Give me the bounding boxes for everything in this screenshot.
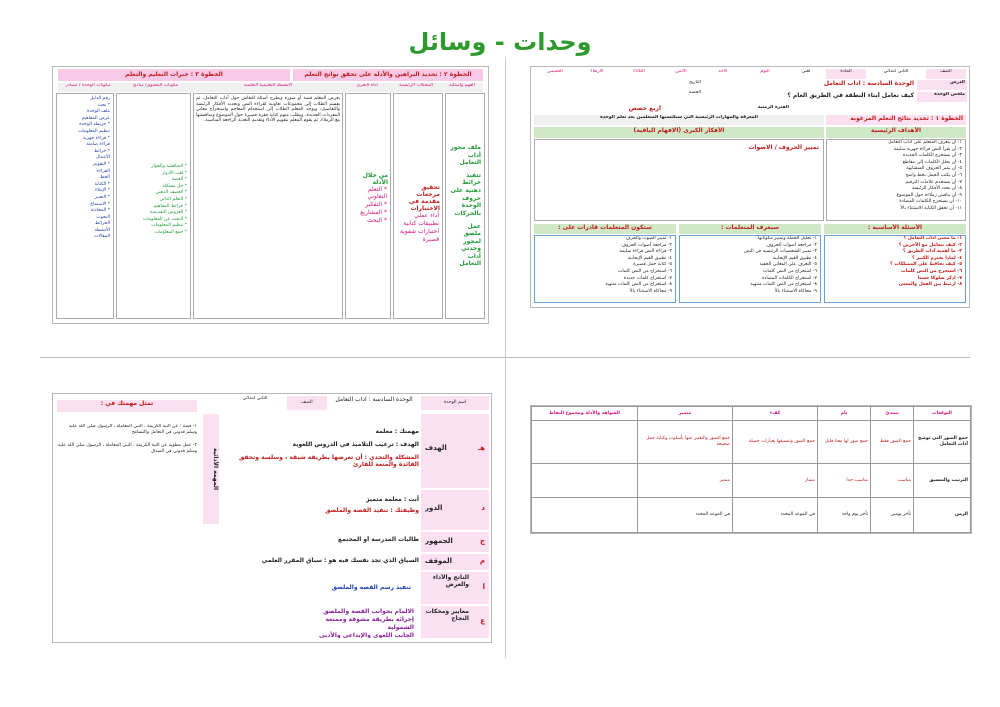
goal-item: ١٠- أن يستخرج الكلمات المضادة (899, 199, 962, 205)
know-item: ٣- تمييز الشخصيات الرئيسية في النص (743, 249, 817, 255)
grade-value: الثاني ابتدائي (242, 396, 268, 401)
unit-name-value: الوحدة السادسة : آداب التعامل (335, 396, 413, 403)
row-text: تنفيذ رسم القصة والملصق (331, 584, 411, 591)
rubric-header: مبتدئ (871, 407, 914, 421)
left-column (56, 93, 114, 319)
evidence-heading: تحقيق مرجعات مقدمة في الاختبارات (409, 184, 440, 212)
left-item: * التقويم (93, 161, 110, 167)
head-cell: الخميس (547, 69, 563, 74)
rubric-header: نام (818, 407, 871, 421)
story-box (57, 424, 197, 504)
left-item: * بحث (97, 102, 110, 108)
do-item: ٤- تطبيق القيم الإيجابية (627, 255, 672, 261)
rubric-table (531, 406, 971, 533)
period-label: الفترة الزمنية (757, 105, 789, 110)
rubric-cell: جمع صور لها معنا قليل (818, 421, 871, 464)
tools-column (345, 93, 391, 319)
key-question: ٤- لماذا نحترم الكبير ؟ (912, 255, 962, 261)
story-item: ١- قصة : عن النية الكريمة ، النبي المعاملة ، الرسول صلى الله عليه وسلم قدوتي في التعامل والتسامح (68, 424, 197, 435)
page-title: وحدات - وسائل (408, 28, 592, 56)
summary-label: ملخص الوحدة (917, 92, 967, 102)
criteria-item: الجانب اللغوي والإبداعي والأدبي (318, 632, 414, 638)
content-item: * لعب الأدوار (162, 170, 187, 176)
left-item: الخرائط (94, 221, 110, 227)
goal-item: ٥- أن يميز الحروف المتشابهة (906, 166, 962, 172)
criteria-item: إجرائه بطريقة مشوقة وممتعة (325, 616, 414, 623)
content-item: * خرائط المفاهيم (153, 203, 187, 209)
rubric-row (532, 421, 971, 464)
do-item: ٧- استخراج كلمات جديدة (623, 275, 672, 281)
left-item: * الإملاء (94, 188, 110, 194)
goal-item: ٦- أن يكتب الجمل بخط واضح (905, 172, 962, 178)
know-item: ٧- استخراج الكلمات المضادة (761, 275, 817, 281)
date-label: التاريخ (689, 80, 701, 85)
rubric-cell (532, 421, 638, 464)
misconceptions-box (534, 139, 824, 221)
step1-label: الخطوة ١ : تحديد نتائج التعلم المرغوبة (826, 115, 966, 125)
goal-item: ٢- أن يقرأ النص قراءة جهرية سليمة (893, 146, 962, 152)
rubric-cell: متميز (638, 463, 733, 498)
row-label: الموقف (425, 557, 453, 565)
row-label: الدور (425, 504, 443, 512)
main-goals-heading: الأهداف الرئيسية (826, 127, 966, 138)
rubric-cell: في الموعد المحدد (638, 498, 733, 533)
criteria-list (219, 608, 417, 638)
content-item: * جمع المعلومات (154, 229, 187, 235)
key-question: ٢- كيف نتعامل مع الآخرين ؟ (898, 242, 962, 248)
left-item: رقم الدليل (89, 96, 110, 101)
left-item: قراءة صامتة (86, 142, 110, 148)
row-label: الجمهور (425, 537, 453, 545)
content-item: * القصة (171, 177, 187, 183)
col-header: الأنشطة التعليمية التعلمية (243, 83, 293, 88)
col-header: المحكات الرئيسية (399, 83, 433, 88)
role-row-content (219, 490, 419, 530)
summary-value: كيف تعامل أبناء النطقة في الطريق العام ؟ (787, 92, 914, 99)
misconceptions-text: تمييز الحروف / الاصوات (748, 144, 819, 151)
left-item: الأعمال (95, 155, 110, 161)
audience-row-label (421, 532, 489, 552)
component-item: أداب التعامل (459, 152, 481, 166)
component-item: ذهنية على (450, 187, 481, 194)
key-question: ١- ما معنى آداب التعامل ؟ (903, 236, 962, 241)
left-item: * المحادثة (90, 208, 110, 214)
left-item: الخط (99, 175, 110, 181)
do-title: ستكون المتعلمات قادرات على : (534, 224, 676, 234)
goal-row-label (421, 414, 489, 488)
tool-item: * البحث (367, 217, 387, 224)
head-cell: الاثنين (675, 69, 687, 74)
know-item: ٢- مراجعة أصوات الحروف (766, 242, 817, 248)
head-cell: الصف (926, 69, 966, 79)
learning-experiences-panel (52, 66, 489, 324)
rubric-cell: تأخر يوم واحد (818, 498, 871, 533)
content-column (116, 93, 191, 319)
task-rows (219, 414, 489, 638)
rubric-cell: جمع الصور وتنسيقها بعبارات جميلة (733, 421, 818, 464)
left-item: * التعبير (94, 194, 110, 200)
key-question: ٦- استخرج من النص كلمات (901, 268, 962, 274)
product-row-label (421, 572, 489, 604)
key-question: ٧- اذكر سلوكا حسنا (917, 275, 962, 281)
content-item: * تنظيم المعلومات (151, 223, 187, 229)
key-questions-box (824, 235, 966, 303)
row-label: الناتج والأداء والغرض (432, 574, 469, 588)
row-letter: ج (479, 537, 485, 545)
component-item: تنفيذ خرائط (462, 172, 481, 186)
head-cell: الأربعاء (590, 69, 604, 74)
evidence-item: اختبارات شفوية (400, 228, 439, 235)
left-item: البحوث (96, 214, 110, 220)
rubric-cell (532, 463, 638, 498)
tool-item: * التفكير (365, 201, 387, 208)
rubric-cell: جمع الصور والتعبير عنها بأسلوب وكتابة جمل صحيحة (638, 421, 733, 464)
row-label: الهدف (425, 444, 447, 452)
rubric-row (532, 498, 971, 533)
rubric-cell: جمع الصور فقط (871, 421, 914, 464)
rubric-cell: مناسب (871, 463, 914, 498)
left-item: تنظيم المعلومات (78, 128, 110, 134)
head-cell: الثلاثاء (633, 69, 645, 74)
unit-name-label: اسم الوحدة (421, 396, 489, 410)
key-question: ٣- ما أهمية آداب الطريق ؟ (902, 249, 962, 255)
step3-title: الخطوة ٣ : خبرات التعليم والتعلم (125, 71, 223, 78)
row-label: معايير ومحكات النجاح (425, 608, 469, 622)
rubric-cell: ممتاز (733, 463, 818, 498)
know-item: ٩- محاكاة الاستثناء بالأ (774, 288, 817, 294)
row-text-2: الهدف : ترغيب التلاميذ في الدروس اللغوية (292, 441, 419, 448)
rubric-cell: في الموعد المحدد (733, 498, 818, 533)
goal-item: ٧- أن يستخدم علامات الترقيم (905, 179, 962, 185)
left-item: * خريطة الوحدة (79, 122, 110, 128)
left-item: المقالات (94, 234, 110, 240)
content-item: * المناقشة والحوار (151, 164, 187, 169)
component-item: آداب التعامل (459, 253, 481, 267)
goal-item: ١- أن يتعرف المتعلم على آداب التعامل (888, 140, 962, 145)
row-letter: ع (480, 617, 485, 625)
do-item: ٢- مراجعة أصوات الحروف (621, 242, 672, 248)
do-item: ٥- كتابة جمل قصيرة (633, 262, 672, 268)
rubric-row-label: الزمن (914, 498, 971, 533)
row-letter: م (479, 557, 485, 565)
content-item: * العروض التقديمية (150, 210, 187, 216)
rubric-cell (532, 498, 638, 533)
left-item: * قراءة جهرية (82, 135, 110, 141)
head-cell: الثاني ابتدائي (883, 69, 909, 74)
know-item: ٥- التعرف على المعاني الخفية (759, 262, 817, 268)
story-item: ٢- عمل مطوية عن النية الكريمة ، النبي المعاملة ، الرسول صلى الله عليه وسلم قدوتي في الصدق (57, 443, 197, 454)
row-letter: د (481, 504, 485, 512)
left-item: القراءة (96, 168, 110, 174)
row-text-3: المشكلة والتحدي : أن تعرضها بطريقة شيقة ، وسلسة وتحقق الفائدة والمتعة للقارئ (238, 454, 419, 468)
unit-components-column (445, 93, 485, 319)
tool-item: * المشاريع (360, 209, 387, 216)
know-title: سيعرف المتعلمات : (679, 224, 821, 234)
role-row-label (421, 490, 489, 530)
goal-row-content (219, 414, 419, 488)
rubric-cell: تأخر يومين (871, 498, 914, 533)
key-question: ٨- ارتبط بين الفعل والمعنى (898, 282, 962, 288)
row-text: طالبات المدرسة أو المجتمع (338, 536, 419, 543)
knowledge-label: المعرفة والمهارات الرئيسية التي سيكتسبها المتعلمين بعد تعلم الوحدة (534, 115, 824, 125)
rubric-header-row (532, 407, 971, 421)
rubric-cell: مناسب جدا (818, 463, 871, 498)
evidence-item: أداء عملي (414, 212, 439, 219)
step2-header (293, 69, 483, 81)
content-item: * البحث عن المعلومات (142, 216, 187, 222)
header-row (534, 69, 966, 79)
rubric-header: كفء (733, 407, 818, 421)
criteria-item: الالمام بجوانب القصة والملصق (323, 608, 414, 615)
unit-plan-panel (530, 66, 970, 308)
rubric-header: متميز (638, 407, 733, 421)
head-cell: الأحد (718, 69, 728, 74)
goals-box (826, 139, 966, 221)
step2-title: الخطوة ٢ : تحديد البراهين والأدلة على تحقق نواتج التعلم (304, 71, 472, 78)
content-item: * حل مشكلة (162, 183, 187, 189)
col-header: الفهم وأسئلته (449, 83, 475, 88)
situation-row-label (421, 554, 489, 570)
perform-title: تمثل مهمتك في : (57, 400, 197, 412)
know-item: ٦- استخراج من النص كلمات (763, 268, 817, 274)
col-header: أداة التحري (356, 83, 378, 88)
row-text: مهمتك : معلمة (375, 428, 419, 435)
period-value: أربع حصص (628, 105, 661, 112)
know-item: ٤- تطبيق القيم الإيجابية (772, 255, 817, 261)
component-item: لمحور وحدتي (461, 238, 481, 252)
col-header: مكونات الوحدة / مصادر (65, 83, 111, 88)
left-item: عرض المفاهيم (81, 115, 110, 121)
do-item: ١- تمييز الصوت والحرف (625, 236, 672, 241)
row-text-2: وظيفتك : تنفيذ القصة والملصق (325, 507, 419, 514)
left-item: ملف الوحدة (87, 109, 110, 115)
do-item: ٩- محاكاة الاستثناء بالأ (629, 288, 672, 294)
know-item: ١- تحليل الجملة وتمييز مكوناتها (757, 236, 817, 241)
rubric-row (532, 463, 971, 498)
goal-item: ٣- أن يستخرج الكلمات الجديدة (902, 153, 962, 159)
evidence-column (393, 93, 443, 319)
unit-name: الوحدة السادسة : آداب التعامل (823, 80, 914, 87)
left-item: الأنشطة (94, 227, 110, 233)
key-questions-title: الأسئلة الأساسية : (824, 224, 966, 234)
criteria-item: الشمولية (387, 624, 414, 631)
rubric-row-label: الترتيب والتنسيق (914, 463, 971, 498)
row-letter: هـ (477, 444, 485, 452)
head-cell: لغتي (801, 69, 811, 74)
criteria-row-label (421, 606, 489, 638)
rubric-header: التوقعات (914, 407, 971, 421)
left-item: * الاستماع (90, 201, 110, 207)
goal-item: ٨- أن يحدد الأفكار الرئيسة (911, 186, 962, 192)
row-text: أنت : معلمة متميز (366, 496, 419, 503)
course-label: الدرس (917, 80, 967, 90)
rubric-row-label: جمع الصور التي توضح آداب التعامل (914, 421, 971, 464)
know-box (679, 235, 821, 303)
head-cell: اليوم (760, 69, 770, 74)
component-item: بالحركات (454, 210, 481, 217)
component-item: ملف محور (450, 144, 481, 151)
performance-task-panel (52, 393, 492, 643)
tool-item: * التعلم التعاوني (367, 186, 387, 200)
side-label: المهمة الأدائية (203, 414, 219, 524)
row-letter: أ (482, 583, 485, 591)
column-headers (58, 83, 483, 92)
row-text: السياق الذي تجد نفسك فيه هو : سياق المقرر العلمي (261, 557, 419, 564)
left-item: * الكتابة (94, 181, 110, 187)
left-item: * خرائط (93, 148, 110, 154)
rubric-header: الشواهد والأدلة ومجموع النقاط (532, 407, 638, 421)
content-item: * العصف الذهني (155, 190, 187, 196)
do-item: ٣- قراءة النص قراءة سليمة (619, 249, 672, 255)
step3-header (58, 69, 290, 81)
know-item: ٨- استخراج من النص كلمات منتهية (750, 282, 817, 288)
col-header: مكونات المحتوى/ مبادئ (132, 83, 179, 88)
key-question: ٥- كيف نحافظ على الممتلكات ؟ (890, 262, 962, 268)
big-idea-heading: الأفكار الكبرى (الافهام الباقية) (534, 127, 824, 138)
head-cell: المادة (826, 69, 866, 79)
vertical-divider (505, 58, 506, 658)
do-item: ٨- استخراج من النص كلمات منتهية (605, 282, 672, 288)
component-item: حروف الوحدة (461, 195, 481, 209)
tools-heading: من خلال الأدلة (362, 172, 388, 186)
grade-label: الصف (287, 396, 327, 410)
evidence-item: تطبيقات كتابية (403, 220, 439, 227)
activities-text: يعرض المعلم قصة أو صورة ويطرح أسئلة للنقاش حول آداب التعامل، ثم يقسم الطلاب إلى مجموعات تعاونية لقراءة النص وتحديد الأفكار الرئيسة والتفاصيل، ويوجه المعلم الطلاب إلى استخدام المعاجم واستخراج معاني المفردات الجديدة، ويطلب منهم كتابة فقرة قصيرة حول الموضوع ومناقشتها مع الزملاء، ثم يقوم المعلم بتقويم الأداء وتقديم التغذية الراجعة المناسبة. (193, 93, 343, 319)
rubric-panel (530, 405, 972, 534)
evidence-item: قصيرة (422, 236, 439, 243)
do-item: ٦- استخراج من النص كلمات (618, 268, 672, 274)
do-box (534, 235, 676, 303)
share-label: الحصة (688, 90, 701, 95)
component-item: عمل ملصق (463, 223, 481, 237)
goal-item: ٤- أن يحلل الكلمات إلى مقاطع (902, 159, 962, 165)
goal-item: ١١- أن تحقق الكتابة الاستثناء بالأ (900, 205, 962, 211)
goal-item: ٩- أن يناقش زملاءه حول الموضوع (896, 192, 962, 198)
content-item: * التعلم الذاتي (159, 196, 187, 202)
